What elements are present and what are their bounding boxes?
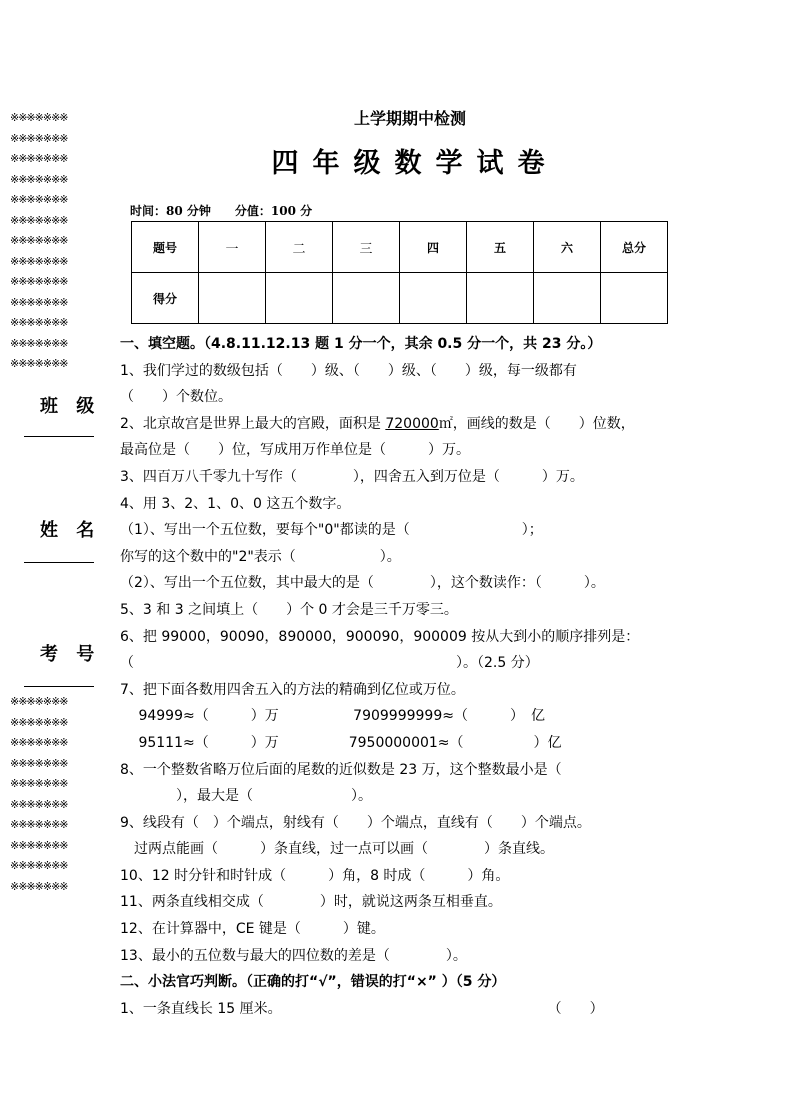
exam-number-underline (24, 686, 94, 687)
score-table-cell: 六 (533, 222, 600, 273)
score-input-cell[interactable] (466, 273, 533, 324)
question-line (120, 464, 720, 491)
question-line (120, 996, 720, 1023)
line-text: 10、12 时分针和时针成（ ）角，8 时成（ ）角。 (120, 867, 510, 884)
line-text: 8、一个整数省略万位后面的尾数的近似数是 23 万，这个整数最小是（ (120, 761, 562, 778)
question-line (120, 650, 720, 677)
star-row: ※※※※※※※ (10, 756, 68, 770)
line-text: 95111≈（ ）万 7950000001≈（ ）亿 (120, 734, 562, 751)
question-line (120, 863, 720, 890)
star-row: ※※※※※※※ (10, 275, 68, 288)
score-input-cell[interactable] (265, 273, 332, 324)
time-limit: 时间：80 分钟 (130, 204, 211, 218)
star-row: ※※※※※※※ (10, 131, 68, 145)
exam-info (130, 202, 336, 219)
score-table-score-row (132, 273, 668, 324)
line-text: 1、我们学过的数级包括（ ）级、（ ）级、（ ）级，每一级都有 (120, 362, 577, 379)
score-input-cell[interactable] (399, 273, 466, 324)
score-table-cell: 总分 (600, 222, 667, 273)
line-text: （2）、写出一个五位数，其中最大的是（ ），这个数读作：（ ）。 (120, 575, 605, 592)
star-row: ※※※※※※※ (10, 879, 68, 893)
line-text: 过两点能画（ ）条直线，过一点可以画（ ）条直线。 (120, 841, 554, 858)
score-table-cell: 五 (466, 222, 533, 273)
line-text: 94999≈（ ）万 7909999999≈（ ） 亿 (120, 708, 545, 725)
star-row: ※※※※※※※ (10, 193, 68, 206)
score-table-cell: 二 (265, 222, 332, 273)
question-line (120, 703, 720, 730)
star-row: ※※※※※※※ (10, 357, 68, 370)
question-line (120, 570, 720, 597)
class-label: 班 级 (40, 396, 101, 417)
star-row: ※※※※※※※ (10, 736, 68, 749)
class-underline (24, 436, 94, 437)
name-label: 姓 名 (40, 520, 101, 541)
score-input-cell[interactable] (198, 273, 265, 324)
question-line (120, 358, 720, 385)
score-input-cell[interactable] (332, 273, 399, 324)
line-text: 你写的这个数中的"2"表示（ ）。 (120, 548, 401, 565)
question-line (120, 491, 720, 518)
line-text: 11、两条直线相交成（ ）时，就说这两条互相垂直。 (120, 894, 502, 911)
line-text: （ ）。（2.5 分） (120, 655, 539, 672)
line-text: 6、把 99000，90090，890000，900090，900009 按从大到小的顺序排列是： (120, 628, 640, 645)
question-line (120, 783, 720, 810)
underlined-number: 720000 (385, 415, 439, 432)
line-text: 二、小法官巧判断。（正确的打“√”，错误的打“×” ）（5 分） (120, 974, 506, 991)
score-input-cell[interactable] (600, 273, 667, 324)
star-row: ※※※※※※※ (10, 254, 68, 268)
question-line (120, 517, 720, 544)
star-row: ※※※※※※※ (10, 295, 68, 309)
star-row: ※※※※※※※ (10, 818, 68, 831)
score-table-cell: 题号 (132, 222, 199, 273)
star-row: ※※※※※※※ (10, 111, 68, 124)
line-text: 2、北京故宫是世界上最大的宫殿，面积是 (120, 415, 386, 432)
question-line (120, 889, 720, 916)
binding-margin-stars-bottom (10, 692, 100, 897)
star-row: ※※※※※※※ (10, 838, 68, 852)
name-underline (24, 562, 94, 563)
question-line (120, 757, 720, 784)
star-row: ※※※※※※※ (10, 234, 68, 247)
question-body (120, 331, 720, 1022)
line-text: 3、四百万八千零九十写作（ ），四舍五入到万位是（ ）万。 (120, 468, 584, 485)
star-row: ※※※※※※※ (10, 172, 68, 186)
score-table-cell: 四 (399, 222, 466, 273)
question-line (120, 730, 720, 757)
line-text: 最高位是（ ）位，写成用万作单位是（ ）万。 (120, 442, 470, 459)
line-text: ），最大是（ ）。 (120, 788, 372, 805)
exam-number-label: 考 号 (40, 644, 101, 665)
line-text: （ ）个数位。 (120, 389, 232, 406)
score-table (131, 221, 668, 324)
section-heading (120, 969, 720, 996)
score-table-cell: 一 (198, 222, 265, 273)
star-row: ※※※※※※※ (10, 797, 68, 811)
question-line (120, 411, 720, 438)
star-row: ※※※※※※※ (10, 715, 68, 729)
line-text: 7、把下面各数用四舍五入的方法的精确到亿位或万位。 (120, 681, 465, 698)
star-row: ※※※※※※※ (10, 695, 68, 708)
score-table-cell: 三 (332, 222, 399, 273)
star-row: ※※※※※※※ (10, 336, 68, 350)
star-row: ※※※※※※※ (10, 152, 68, 165)
line-text: 13、最小的五位数与最大的四位数的差是（ ）。 (120, 947, 467, 964)
line-text: （1）、写出一个五位数，要每个"0"都读的是（ ）； (120, 522, 543, 539)
star-row: ※※※※※※※ (10, 777, 68, 790)
line-text: 一、填空题。（4.8.11.12.13 题 1 分一个，其余 0.5 分一个，共 23 分。） (120, 336, 602, 352)
exam-title: 四年级数学试卷 (271, 148, 559, 179)
line-text: 12、在计算器中，CE 键是（ ）键。 (120, 921, 385, 938)
score-table-header-row (132, 222, 668, 273)
question-line (120, 437, 720, 464)
question-line (120, 597, 720, 624)
star-row: ※※※※※※※ (10, 316, 68, 329)
score-input-cell[interactable] (533, 273, 600, 324)
line-text: 9、线段有（ ）个端点，射线有（ ）个端点，直线有（ ）个端点。 (120, 814, 591, 831)
exam-subtitle: 上学期期中检测 (353, 109, 466, 128)
line-text: 1、一条直线长 15 厘米。 （ ） (120, 1000, 604, 1017)
star-row: ※※※※※※※ (10, 213, 68, 227)
score-table-cell: 得分 (132, 273, 199, 324)
line-text: 4、用 3、2、1、0、0 这五个数字。 (120, 495, 351, 512)
line-text: ㎡，画线的数是（ ）位数， (438, 415, 635, 432)
question-line (120, 810, 720, 837)
question-line (120, 836, 720, 863)
line-text: 5、3 和 3 之间填上（ ）个 0 才会是三千万零三。 (120, 601, 458, 618)
question-line (120, 384, 720, 411)
star-row: ※※※※※※※ (10, 859, 68, 872)
question-line (120, 544, 720, 571)
total-score: 分值：100 分 (234, 204, 313, 218)
question-line (120, 943, 720, 970)
section-heading (120, 331, 720, 358)
question-line (120, 677, 720, 704)
question-line (120, 916, 720, 943)
question-line (120, 624, 720, 651)
